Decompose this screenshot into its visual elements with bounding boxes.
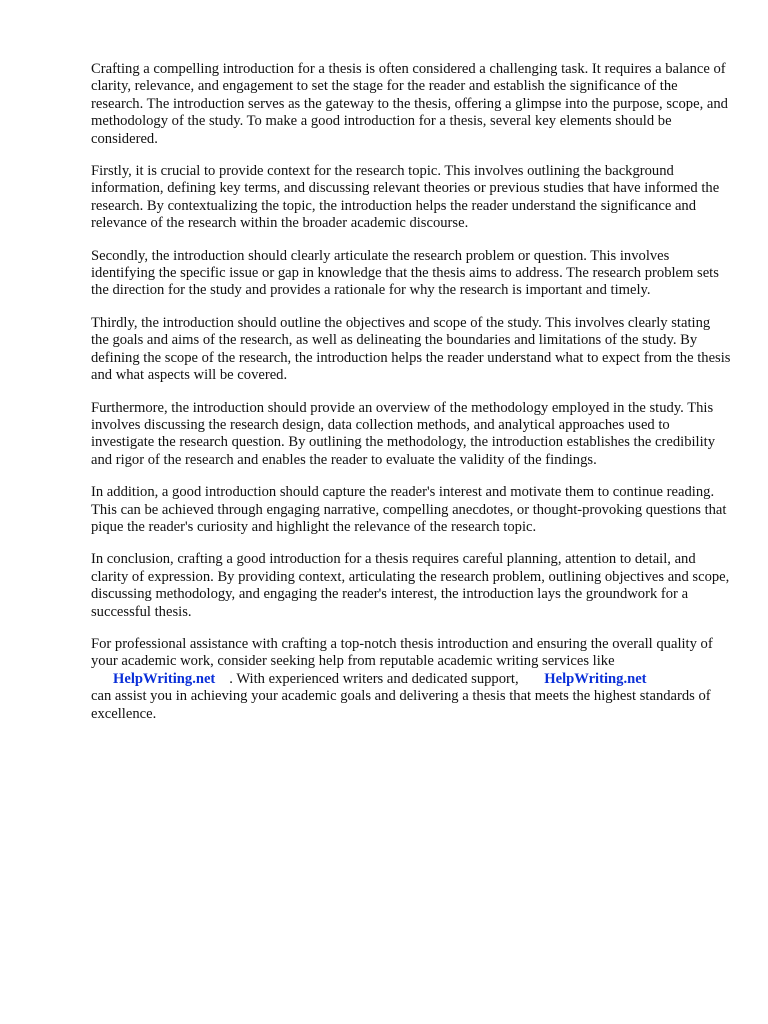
paragraph-context: Firstly, it is crucial to provide context for the research topic. This involves outlining the background information, defining key terms, and discussing relevant theories or previous studies that have informed the research. By contextualizing the topic, the introduction helps the reader understand the significance and relevance of the research within the broader academic discourse. — [91, 163, 720, 232]
paragraph-research-problem: Secondly, the introduction should clearly articulate the research problem or question. This involves identifying the specific issue or gap in knowledge that the thesis aims to address. The research problem sets the direction for the study and provides a rationale for why the research is important and timely. — [91, 247, 719, 299]
closing-text-before: For professional assistance with crafting a top-notch thesis introduction and ensuring the overall quality of your academic work, consider seeking help from reputable academic writing services like — [91, 635, 713, 670]
paragraph-methodology: Furthermore, the introduction should provide an overview of the methodology employed in the study. This involves discussing the research design, data collection methods, and analytical approaches used to investigate the research question. By outlining the methodology, the introduction establishes the credibility and rigor of the research and enables the reader to evaluate the validity of the findings. — [91, 399, 716, 468]
paragraph-objectives: Thirdly, the introduction should outline the objectives and scope of the study. This involves clearly stating the goals and aims of the research, as well as delineating the boundaries and limitations of the study. By defining the scope of the research, the introduction helps the reader understand what to expect from the thesis and what aspects will be covered. — [91, 314, 731, 384]
closing-text-middle: . With experienced writers and dedicated support, — [229, 670, 519, 687]
closing-text-after: can assist you in achieving your academic goals and delivering a thesis that meets the highest standards of excellence. — [91, 688, 711, 722]
helpwriting-link-2[interactable]: HelpWriting.net — [544, 670, 647, 687]
document-body — [91, 61, 731, 738]
paragraph-intro: Crafting a compelling introduction for a thesis is often considered a challenging task. It requires a balance of clarity, relevance, and engagement to set the stage for the reader and establish the significance of the research. The introduction serves as the gateway to the thesis, offering a glimpse into the purpose, scope, and methodology of the study. To make a good introduction for a thesis, several key elements should be considered. — [91, 61, 728, 147]
paragraph-engagement: In addition, a good introduction should capture the reader's interest and motivate them to continue reading. This can be achieved through engaging narrative, compelling anecdotes, or thought-provoking questions that pique the reader's curiosity and highlight the relevance of the research topic. — [91, 484, 727, 535]
helpwriting-link-1[interactable]: HelpWriting.net — [113, 670, 216, 687]
paragraph-conclusion: In conclusion, crafting a good introduction for a thesis requires careful planning, attention to detail, and clarity of expression. By providing context, articulating the research problem, outlining objectives and scope, discussing methodology, and engaging the reader's interest, the introduction lays the groundwork for a successful thesis. — [91, 551, 730, 620]
paragraph-closing — [91, 636, 731, 723]
